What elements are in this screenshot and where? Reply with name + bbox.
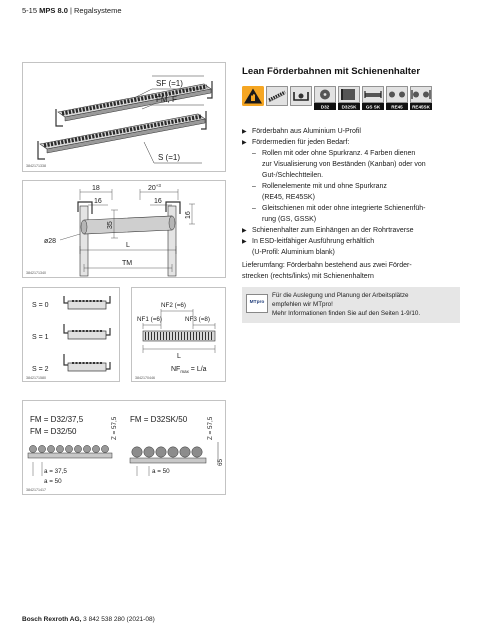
nf-length-label: L — [177, 353, 181, 360]
list-item-text: Rollenelemente mit und ohne Spurkranz — [262, 183, 387, 190]
dimension-length: L — [126, 242, 130, 249]
dimension-16-side: 16 — [185, 211, 192, 219]
product-title: Lean Förderbahnen mit Schienenhalter — [242, 66, 421, 77]
list-item-continuation: rung (GS, GSSK) — [262, 216, 317, 223]
nf-max-formula — [171, 366, 207, 374]
list-item-text: Fördermedien für jeden Bedarf: — [252, 139, 350, 146]
list-item-continuation: (RE45, RE45SK) — [262, 194, 315, 201]
info-text-line: Mehr Informationen finden Sie auf den Seiten 1-9/10. — [272, 310, 421, 317]
section-name: | Regalsysteme — [69, 6, 122, 15]
page-header — [22, 7, 122, 15]
re45sk-label: RE45SK — [412, 104, 430, 110]
rail-profile-icon — [290, 86, 312, 110]
info-text-line: empfehlen wir MTpro! — [272, 301, 333, 308]
d32-label: D32 — [320, 104, 330, 110]
figure-nf — [131, 287, 226, 382]
bullet-marker: ▶ — [242, 239, 247, 245]
dash-marker: – — [252, 150, 256, 157]
nf-max-subscript: max — [180, 368, 189, 374]
spacing-1-label: S = 1 — [32, 334, 49, 341]
roller-d32sk-icon — [338, 86, 360, 110]
list-item-text: In ESD-leitfähiger Ausführung erhältlich — [252, 238, 375, 245]
dimension-35: 35 — [107, 221, 114, 229]
nf2-label: NF2 (=6) — [161, 302, 187, 309]
list-item-text: Förderbahn aus Aluminium U-Profil — [252, 128, 361, 135]
list-item-text: Schienenhalter zum Einhängen an der Rohrtraverse — [252, 227, 414, 234]
nf3-label: NF3 (=8) — [185, 316, 211, 323]
bullet-marker: ▶ — [242, 228, 247, 234]
roller-track-icon — [266, 86, 288, 110]
mtpro-logo — [246, 294, 268, 313]
glide-rail-gssk-icon — [362, 86, 384, 110]
delivery-scope-line: Lieferumfang: Förderbahn bestehend aus zwei Förder- — [242, 262, 412, 269]
roller-element-re45-icon — [386, 86, 408, 110]
nf-max-base: NF — [171, 366, 181, 373]
spacing-2-label: S = 2 — [32, 366, 49, 373]
callout-fm-label: FM, F — [156, 95, 177, 104]
bullet-marker: ▶ — [242, 140, 247, 146]
re45-label: RE45 — [391, 104, 403, 110]
roller-d32-icon — [314, 86, 336, 110]
footer-company: Bosch Rexroth AG, — [22, 616, 82, 623]
page-footer — [22, 617, 155, 624]
mtpro-info-box — [242, 287, 460, 323]
pitch-37-5-label: a = 37,5 — [44, 468, 67, 475]
z-right-label: Z = 57,5 — [207, 416, 214, 440]
pitch-50-left-label: a = 50 — [44, 478, 62, 485]
delivery-scope-line: strecken (rechts/links) mit Schienenhaltern — [242, 273, 374, 280]
dimension-18: 18 — [92, 185, 100, 192]
list-item-text: Gleitschienen mit oder ohne integrierte Schienenfüh- — [262, 205, 426, 212]
fm-d32-50-label: FM = D32/50 — [30, 427, 77, 436]
roller-element-re45sk-icon — [410, 86, 432, 110]
roller-plate — [143, 331, 215, 341]
nf1-label: NF1 (=6) — [137, 316, 163, 323]
dimension-diameter: ø28 — [44, 238, 57, 245]
gssk-label: GS SK — [365, 104, 381, 110]
list-item-text: Rollen mit oder ohne Spurkranz. 4 Farben dienen — [262, 150, 416, 157]
figure-dimensions — [22, 180, 226, 278]
spacing-0-label: S = 0 — [32, 302, 49, 309]
callout-s-label: S (=1) — [158, 153, 181, 162]
list-item-continuation: zur Visualisierung von Beständen (Kanban) oder von — [262, 161, 426, 168]
dash-marker: – — [252, 205, 256, 212]
figure-reference: 3842171340 — [26, 271, 46, 275]
dimension-16-right: 16 — [154, 198, 162, 205]
figure-spacing — [22, 287, 120, 382]
esd-warning-icon — [242, 86, 264, 110]
figure-reference: 3842170446 — [135, 376, 155, 380]
z-left-label: Z = 57,5 — [111, 416, 118, 440]
fm-d32-375-label: FM = D32/37,5 — [30, 415, 84, 424]
dimension-16-left: 16 — [94, 198, 102, 205]
dimension-tolerance: +3 — [155, 183, 161, 188]
height-65-label: 65 — [217, 458, 224, 466]
dash-marker: – — [252, 183, 256, 190]
nf-max-equation: = L/a — [188, 366, 207, 373]
figure-overview — [22, 62, 226, 172]
bullet-marker: ▶ — [242, 129, 247, 135]
page-number: 5-15 — [22, 6, 38, 15]
product-family: MPS 8.0 — [39, 6, 68, 15]
figure-reference: 3842171338 — [26, 164, 46, 168]
figure-reference: 3842171580 — [26, 376, 46, 380]
fm-d32sk-50-label: FM = D32SK/50 — [130, 415, 188, 424]
pitch-50-right-label: a = 50 — [152, 468, 170, 475]
list-item-continuation: Gut-/Schlechtteilen. — [262, 172, 324, 179]
d32sk-label: D32SK — [341, 104, 357, 110]
info-text-line: Für die Auslegung und Planung der Arbeitsplätze — [272, 292, 409, 299]
footer-document-number: 3 842 538 280 (2021-08) — [83, 616, 155, 623]
figure-reference: 3842171417 — [26, 488, 46, 492]
callout-sf-label: SF (=1) — [156, 79, 183, 88]
list-item-continuation: (U-Profil: Aluminium blank) — [252, 249, 335, 256]
figure-fm — [22, 400, 226, 495]
dimension-20: 20 — [148, 185, 156, 192]
mtpro-logo-text: MTpro — [249, 299, 265, 305]
dimension-tm: TM — [122, 260, 133, 267]
